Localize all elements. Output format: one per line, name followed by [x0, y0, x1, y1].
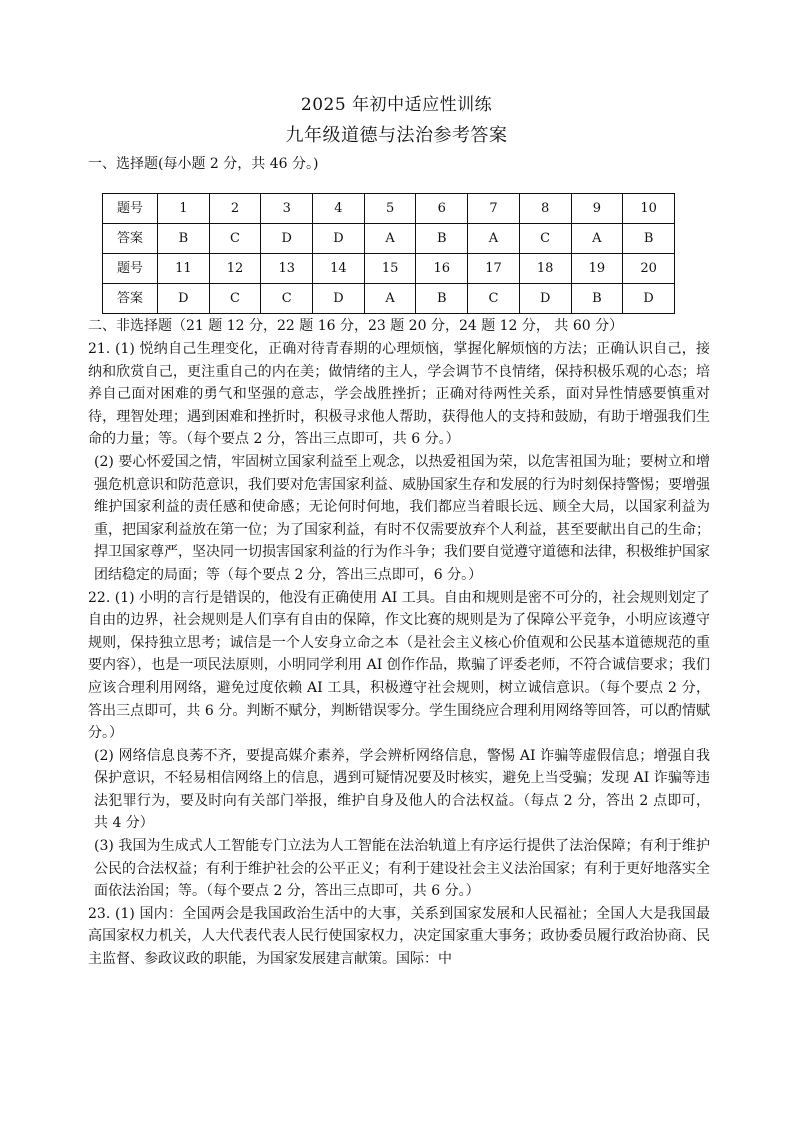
section-2-heading: 二、非选择题（21 题 12 分，22 题 16 分，23 题 20 分，24 题 12 分， 共 60 分）: [88, 318, 624, 334]
table-cell: B: [623, 224, 675, 254]
table-cell: B: [158, 224, 210, 254]
table-row: [103, 254, 675, 284]
table-cell: 6: [416, 194, 468, 224]
table-row: [103, 224, 675, 254]
table-cell: 13: [261, 254, 313, 284]
table-cell: C: [209, 224, 261, 254]
table-cell: C: [261, 284, 313, 314]
table-cell: 20: [623, 254, 675, 284]
table-cell: 2: [209, 194, 261, 224]
document-subtitle: 九年级道德与法治参考答案: [285, 125, 508, 146]
answer-21-1: 21. (1) 悦纳自己生理变化，正确对待青春期的心理烦恼，掌握化解烦恼的方法；正确认识自己，接纳和欣赏自己，更注重自己的内在美；做情绪的主人，学会调节不良情绪，保持积极乐观的心态；培养自己面对困难的勇气和坚强的意志，学会战胜挫折；正确对待两性关系，面对异性情感要慎重对待，理智处理；遇到困难和挫折时，积极寻求他人帮助，获得他人的支持和鼓励，有助于增强我们生命的力量；等。（每个要点 2 分，答出三点即可，共 6 分。）: [88, 341, 710, 448]
table-row: [103, 284, 675, 314]
table-cell: 18: [519, 254, 571, 284]
answer-23-1: 23. (1) 国内：全国两会是我国政治生活中的大事，关系到国家发展和人民福祉；全国人大是我国最高国家权力机关，人大代表代表人民行使国家权力，决定国家重大事务；政协委员履行政治协商、民主监督、参政议政的职能，为国家发展建言献策。国际：中: [88, 905, 710, 968]
table-row: [103, 194, 675, 224]
table-cell: A: [364, 284, 416, 314]
table-cell: D: [623, 284, 675, 314]
table-cell: 17: [468, 254, 520, 284]
answer-22-1: 22. (1) 小明的言行是错误的，他没有正确使用 AI 工具。自由和规则是密不可分的，社会规则划定了自由的边界，社会规则是人们享有自由的保障，作文比赛的规则是为了保障公平竞争，小明应该遵守规则，保持独立思考；诚信是一个人安身立命之本（是社会主义核心价值观和公民基本道德规范的重要内容），也是一项民法原则，小明同学利用 AI 创作作品，欺骗了评委老师，不符合诚信要求；我们应该合理利用网络，避免过度依赖 AI 工具，积极遵守社会规则，树立诚信意识。（每个要点 2 分，答出三点即可，共 6 分。判断不赋分，判断错误零分。学生围绕应合理利用网络等回答，可以酌情赋分。）: [88, 589, 710, 742]
table-cell: A: [468, 224, 520, 254]
answer-22-3: (3) 我国为生成式人工智能专门立法为人工智能在法治轨道上有序运行提供了法治保障；有利于维护公民的合法权益；有利于维护社会的公平正义；有利于建设社会主义法治国家；有利于更好地落实全面依法治国；等。（每个要点 2 分，答出三点即可，共 6 分。）: [94, 838, 710, 900]
table-cell: 15: [364, 254, 416, 284]
section-1-heading: 一、选择题(每小题 2 分，共 46 分。): [88, 156, 319, 172]
document-title: 2025 年初中适应性训练: [300, 95, 493, 115]
table-cell: 9: [571, 194, 623, 224]
table-cell: C: [209, 284, 261, 314]
table-cell: 10: [623, 194, 675, 224]
table-cell: D: [313, 224, 365, 254]
table-cell: C: [519, 224, 571, 254]
table-cell: C: [468, 284, 520, 314]
table-row-label: 题号: [103, 254, 158, 284]
table-cell: D: [158, 284, 210, 314]
table-cell: 1: [158, 194, 210, 224]
table-cell: B: [416, 224, 468, 254]
table-cell: B: [571, 284, 623, 314]
table-cell: 11: [158, 254, 210, 284]
table-cell: 14: [313, 254, 365, 284]
table-cell: A: [571, 224, 623, 254]
table-cell: 3: [261, 194, 313, 224]
table-cell: 5: [364, 194, 416, 224]
table-cell: 8: [519, 194, 571, 224]
answer-table: [102, 193, 675, 314]
table-cell: D: [519, 284, 571, 314]
table-cell: A: [364, 224, 416, 254]
table-row-label: 答案: [103, 284, 158, 314]
table-row-label: 题号: [103, 194, 158, 224]
table-cell: 12: [209, 254, 261, 284]
table-cell: 7: [468, 194, 520, 224]
table-cell: 16: [416, 254, 468, 284]
table-cell: 19: [571, 254, 623, 284]
table-cell: D: [313, 284, 365, 314]
table-cell: 4: [313, 194, 365, 224]
table-cell: B: [416, 284, 468, 314]
answer-22-2: (2) 网络信息良莠不齐，要提高媒介素养，学会辨析网络信息，警惕 AI 诈骗等虚假信息；增强自我保护意识，不轻易相信网络上的信息，遇到可疑情况要及时核实，避免上当受骗；发现 AI 诈骗等违法犯罪行为，要及时向有关部门举报，维护自身及他人的合法权益。（每点 2 分，答出 2 点即可，共 4 分）: [94, 747, 710, 832]
answer-body: [88, 338, 710, 971]
table-cell: D: [261, 224, 313, 254]
table-row-label: 答案: [103, 224, 158, 254]
answer-21-2: (2) 要心怀爱国之情，牢固树立国家利益至上观念，以热爱祖国为荣，以危害祖国为耻；要树立和增强危机意识和防范意识，我们要对危害国家利益、威胁国家生存和发展的行为时刻保持警惕；要增强维护国家利益的责任感和使命感；无论何时何地，我们都应当着眼长远、顾全大局，以国家利益为重，把国家利益放在第一位；为了国家利益，有时不仅需要放弃个人利益，甚至要献出自己的生命；捍卫国家尊严，坚决同一切损害国家利益的行为作斗争；我们要自觉遵守道德和法律，积极维护国家团结稳定的局面；等（每个要点 2 分，答出三点即可，6 分。）: [94, 453, 710, 583]
